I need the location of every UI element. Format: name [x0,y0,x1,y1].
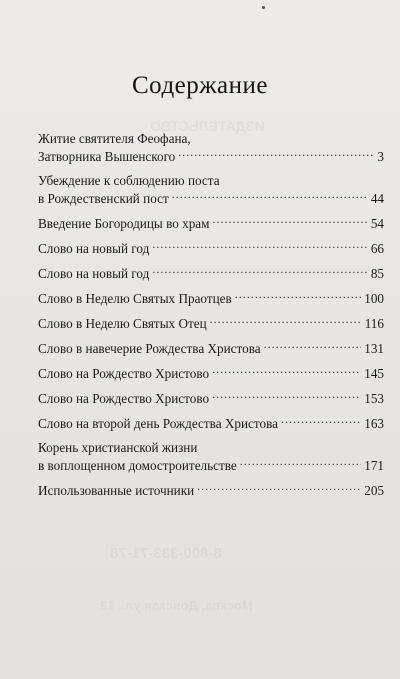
toc-entry-title: Житие святителя Феофана, [38,131,191,146]
toc-entry-title: Использованные источники [38,483,195,498]
toc-entry [38,364,384,382]
toc-entry-line [38,189,384,207]
toc-entry [38,414,384,432]
toc-page-number: 116 [364,316,384,331]
toc-page-number: 44 [370,191,384,206]
dot-leader [240,456,361,470]
toc-entry-title: Корень христианской жизни [38,440,198,455]
toc-entry-title: Слово в Неделю Святых Праотцев [38,291,232,306]
toc-page-number: 66 [370,241,384,256]
show-through-text: Москва, Донская ул., 13 [100,598,253,613]
toc-entry-line [38,456,384,474]
dot-leader [213,214,368,228]
toc-entry-title: Убеждение к соблюдению поста [38,173,220,188]
dot-leader [210,314,362,328]
dot-leader [178,147,374,161]
toc-entry-title: Слово в Неделю Святых Отец [38,316,207,331]
dot-leader [212,364,361,378]
toc-entry [38,130,384,165]
paper-speck [262,6,265,9]
toc-entry-title: Слово на новый год [38,266,150,281]
toc-page-number: 153 [364,391,384,406]
toc-entry-title: Слово на Рождество Христово [38,391,210,406]
toc-entry [38,314,384,332]
dot-leader [152,264,368,278]
toc-entry-line [38,147,384,165]
toc-entry [38,214,384,232]
toc-entry-line [38,214,384,232]
dot-leader [235,289,361,303]
toc-entry-line [38,172,384,189]
toc-entry-line [38,314,384,332]
toc-page-number: 163 [364,416,384,431]
toc-page-number: 205 [364,483,384,498]
toc-entry-line [38,414,384,432]
table-of-contents [38,130,384,506]
toc-entry-line [38,289,384,307]
toc-entry-line [38,130,384,147]
toc-entry [38,439,384,474]
dot-leader [172,189,368,203]
toc-entry-title: Слово в навечерие Рождества Христова [38,341,261,356]
toc-entry [38,172,384,207]
toc-entry-line [38,264,384,282]
toc-entry [38,481,384,499]
toc-entry [38,264,384,282]
toc-entry-line [38,364,384,382]
toc-page-number: 145 [364,366,384,381]
toc-entry [38,239,384,257]
dot-leader [197,481,361,495]
toc-entry [38,389,384,407]
toc-entry-title: в Рождественский пост [38,191,169,206]
toc-entry-line [38,439,384,456]
dot-leader [152,239,368,253]
page-title: Содержание [132,72,268,99]
dot-leader [264,339,362,353]
toc-page-number: 131 [364,341,384,356]
toc-page-number: 171 [364,458,384,473]
toc-entry [38,289,384,307]
toc-entry-line [38,389,384,407]
toc-page-number: 54 [370,216,384,231]
toc-page-number: 85 [370,266,384,281]
toc-entry-line [38,239,384,257]
toc-entry-line [38,481,384,499]
toc-entry [38,339,384,357]
dot-leader [281,414,361,428]
toc-entry-title: Слово на Рождество Христово [38,366,210,381]
show-through-text: ИЗДАТЕЛЬСТВО [150,118,265,134]
toc-page-number: 100 [364,291,384,306]
toc-entry-title: Слово на новый год [38,241,150,256]
toc-entry-line [38,339,384,357]
toc-entry-title: в воплощенном домостроительстве [38,458,237,473]
toc-entry-title: Слово на второй день Рождества Христова [38,416,278,431]
dot-leader [212,389,361,403]
toc-entry-title: Введение Богородицы во храм [38,216,210,231]
show-through-text: 8-800-333-71-78 [110,545,222,562]
toc-entry-title: Затворника Вышенского [38,149,176,164]
toc-page-number: 3 [377,149,384,164]
